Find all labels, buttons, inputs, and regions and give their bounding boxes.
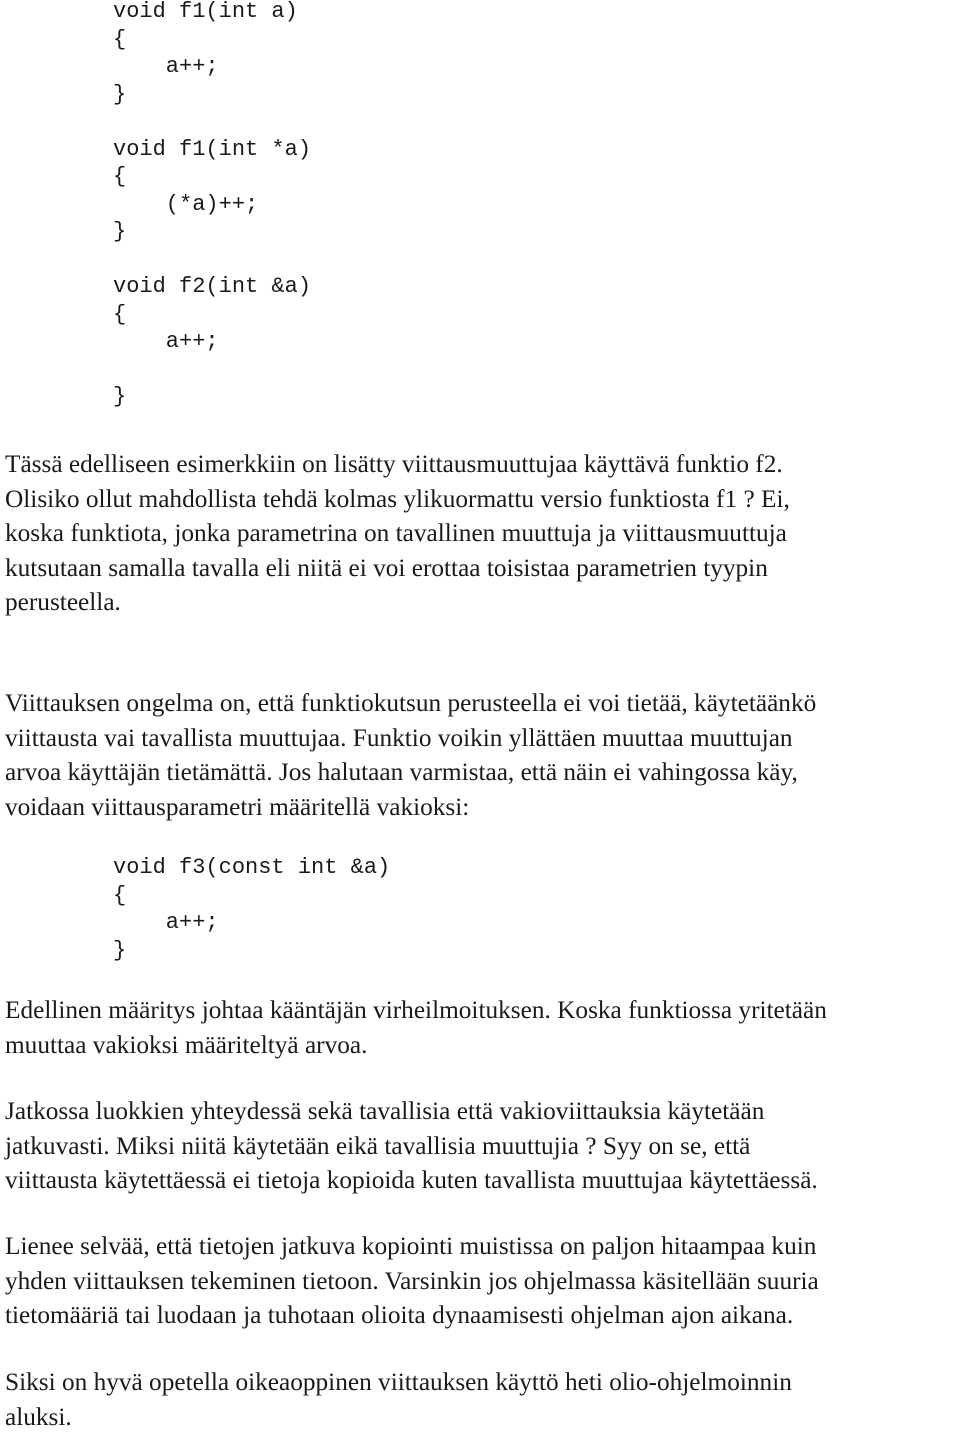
- text-line: jatkuvasti. Miksi niitä käytetään eikä tavallisia muuttujia ? Syy on se, että: [5, 1131, 751, 1160]
- text-line: Viittauksen ongelma on, että funktiokutsun perusteella ei voi tietää, käytetäänkö: [5, 689, 817, 717]
- code-line: }: [113, 384, 127, 409]
- code-block-const-ref: [113, 854, 390, 964]
- text-line: kutsutaan samalla tavalla eli niitä ei voi erottaa toisistaa parametrien tyypin: [5, 553, 768, 582]
- code-line: a++;: [113, 54, 219, 79]
- text-line: Jatkossa luokkien yhteydessä sekä tavallisia että vakioviittauksia käytetään: [5, 1097, 765, 1125]
- code-line: [113, 356, 311, 384]
- text-line: Olisiko ollut mahdollista tehdä kolmas ylikuormattu versio funktiosta f1 ? Ei,: [5, 484, 790, 513]
- text-line: muuttaa vakioksi määriteltyä arvoa.: [5, 1030, 368, 1059]
- text-line: Siksi on hyvä opetella oikeaoppinen viittauksen käyttö heti olio-ohjelmoinnin: [5, 1368, 792, 1396]
- code-line: {: [113, 26, 127, 52]
- paragraph-conclusion: [5, 1365, 960, 1434]
- code-line: a++;: [113, 910, 219, 935]
- text-line: viittausta vai tavallista muuttujaa. Funktio voikin yllättäen muuttaa muuttujan: [5, 723, 793, 752]
- text-line: Tässä edelliseen esimerkkiin on lisätty viittausmuuttujaa käyttävä funktio f2.: [5, 450, 783, 478]
- code-block-overloads: [113, 0, 311, 411]
- code-line: [113, 108, 311, 136]
- text-line: koska funktiota, jonka parametrina on tavallinen muuttuja ja viittausmuuttuja: [5, 519, 787, 548]
- paragraph-copying-cost: [5, 1229, 960, 1333]
- paragraph-reference-problem: [5, 686, 960, 824]
- code-line: a++;: [113, 329, 219, 354]
- text-line: voidaan viittausparametri määritellä vakioksi:: [5, 792, 470, 821]
- text-line: arvoa käyttäjän tietämättä. Jos halutaan varmistaa, että näin ei vahingossa käy,: [5, 758, 798, 787]
- paragraph-compiler-error: [5, 993, 960, 1062]
- code-line: {: [113, 882, 127, 908]
- code-line: void f1(int *a): [113, 136, 312, 162]
- code-line: void f2(int &a): [113, 274, 312, 299]
- code-line: }: [113, 219, 127, 244]
- code-line: }: [113, 937, 127, 963]
- code-line: {: [113, 301, 127, 327]
- code-line: }: [113, 81, 127, 107]
- code-line: void f3(const int &a): [113, 855, 391, 880]
- text-line: Lienee selvää, että tietojen jatkuva kopiointi muistissa on paljon hitaampaa kuin: [5, 1232, 817, 1260]
- code-line: (*a)++;: [113, 191, 259, 217]
- code-line: void f1(int a): [113, 0, 298, 24]
- text-line: viittausta käytettäessä ei tietoja kopioida kuten tavallista muuttujaa käytettäessä.: [5, 1166, 818, 1195]
- paragraph-classes-usage: [5, 1094, 960, 1198]
- text-line: perusteella.: [5, 588, 121, 617]
- code-line: [113, 246, 311, 274]
- text-line: yhden viittauksen tekeminen tietoon. Varsinkin jos ohjelmassa käsitellään suuria: [5, 1266, 819, 1295]
- text-line: aluksi.: [5, 1402, 72, 1431]
- code-line: {: [113, 164, 127, 189]
- text-line: Edellinen määritys johtaa kääntäjän virheilmoituksen. Koska funktiossa yritetään: [5, 996, 827, 1024]
- paragraph-f2-explanation: [5, 447, 960, 620]
- text-line: tietomääriä tai luodaan ja tuhotaan olioita dynaamisesti ohjelman ajon aikana.: [5, 1301, 794, 1330]
